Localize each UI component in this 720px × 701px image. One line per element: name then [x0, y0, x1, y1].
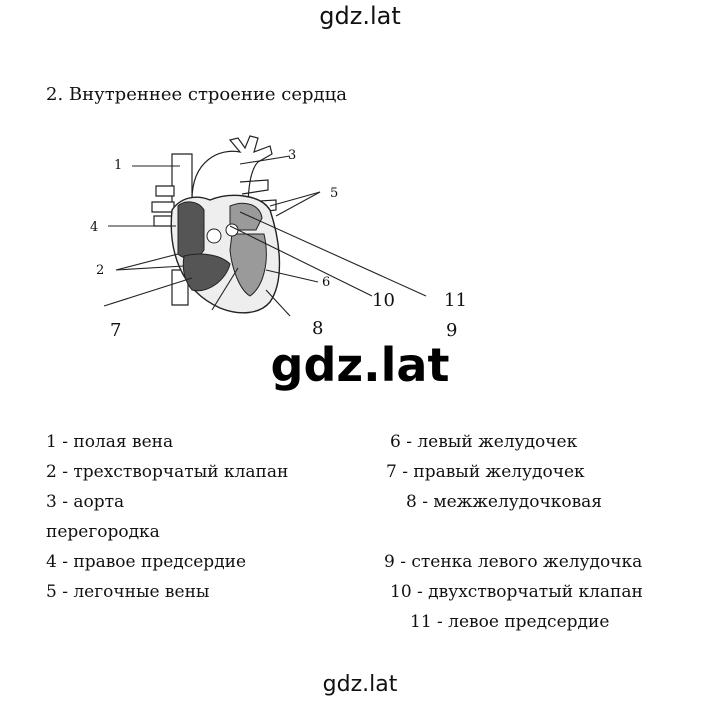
legend-item-10: 10 - двухстворчатый клапан — [390, 582, 643, 602]
watermark-top: gdz.lat — [319, 2, 401, 30]
watermark-middle: gdz.lat — [270, 338, 450, 392]
diagram-label-5: 5 — [330, 186, 339, 201]
legend-item-8: 8 - межжелудочковая — [406, 492, 603, 512]
diagram-label-9: 9 — [446, 320, 458, 341]
legend-item-3-cont: перегородка — [46, 522, 160, 542]
diagram-label-10: 10 — [372, 290, 395, 311]
diagram-label-4: 4 — [90, 220, 99, 235]
diagram-label-8: 8 — [312, 318, 324, 339]
legend-item-1: 1 - полая вена — [46, 432, 174, 452]
diagram-label-7: 7 — [110, 320, 122, 341]
heart-diagram — [80, 130, 480, 330]
legend-item-4: 4 - правое предсердие — [46, 552, 247, 572]
legend-item-9: 9 - стенка левого желудочка — [384, 552, 643, 572]
legend-item-5: 5 - легочные вены — [46, 582, 210, 602]
diagram-label-2: 2 — [96, 263, 105, 278]
legend-item-3: 3 - аорта — [46, 492, 125, 512]
watermark-bottom: gdz.lat — [322, 672, 398, 697]
legend-item-7: 7 - правый желудочек — [386, 462, 585, 482]
diagram-label-3: 3 — [288, 148, 297, 163]
valve-left — [226, 224, 238, 236]
diagram-label-1: 1 — [114, 158, 123, 173]
right-atrium — [178, 202, 204, 258]
task-heading: 2. Внутреннее строение сердца — [46, 84, 347, 105]
diagram-label-6: 6 — [322, 275, 331, 290]
valve-right — [207, 229, 221, 243]
legend-item-6: 6 - левый желудочек — [390, 432, 578, 452]
legend-item-2: 2 - трехстворчатый клапан — [46, 462, 289, 482]
diagram-label-11: 11 — [444, 290, 467, 311]
legend-item-11: 11 - левое предсердие — [410, 612, 610, 632]
